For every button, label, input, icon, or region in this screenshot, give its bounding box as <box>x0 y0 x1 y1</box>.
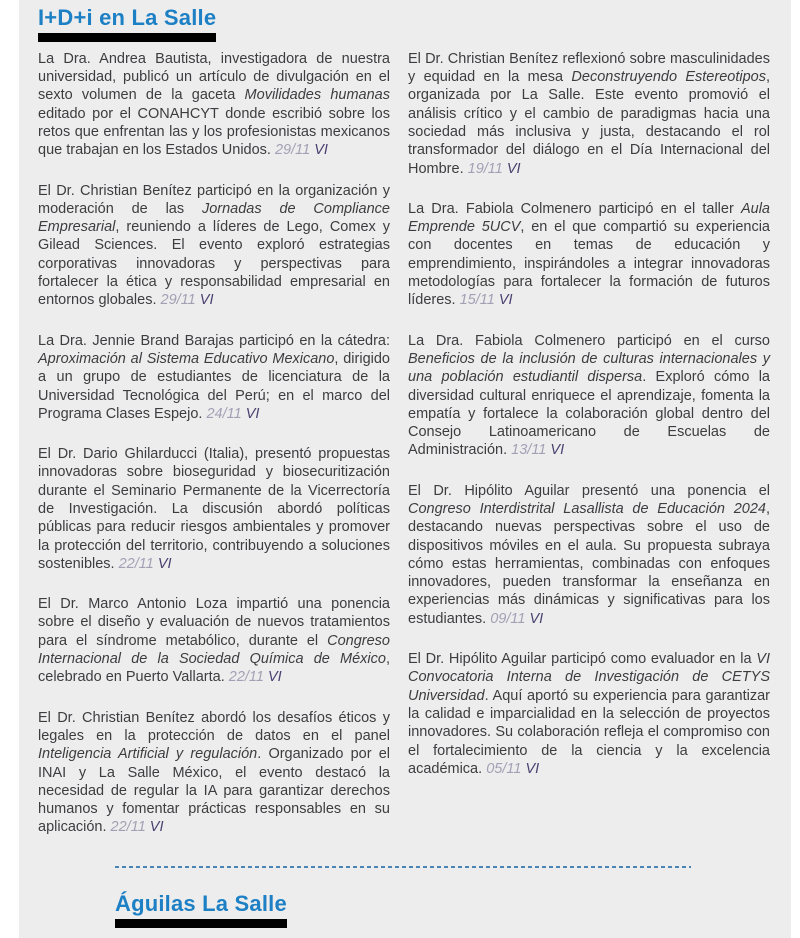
news-item <box>38 50 390 160</box>
news-item <box>38 709 390 837</box>
news-edition-label: VI <box>529 610 544 627</box>
news-date: 22/11 <box>110 819 146 836</box>
title-block-aguilas <box>115 892 287 928</box>
news-event-title: Aproximación al Sistema Educativo Mexicano <box>38 350 335 367</box>
news-text: , organizada por La Salle. Este evento promovió el análisis crítico y el cambio de paradigmas hacia una sociedad más inclusiva y justa, destacando el rol transformador del diálogo en el Día Internacional del Hombre. <box>408 69 770 177</box>
news-text: , dirigido a un grupo de estudiantes de licenciatura de la Universidad Tecnológica del Perú; en el marco del Programa Clases Espejo. <box>38 350 390 422</box>
news-date: 22/11 <box>228 669 264 686</box>
news-text: La Dra. Fabiola Colmenero participó en el taller <box>408 200 741 217</box>
news-text: , reuniendo a líderes de Lego, Comex y Gilead Sciences. El evento exploró estrategias corporativas innovadoras y perspectivas para fortalecer la ética y responsabilidad empresarial en entornos globales. <box>38 219 390 309</box>
news-item <box>408 200 770 310</box>
news-date: 24/11 <box>206 405 242 422</box>
section-title-idi: I+D+i en La Salle <box>38 5 217 30</box>
news-event-title: Aula Emprende 5UCV <box>408 200 770 236</box>
news-event-title: Movilidades humanas <box>244 87 390 104</box>
news-text: . Exploró cómo la diversidad cultural enriquece el aprendizaje, fomenta la empatía y fortalece la colaboración global dentro del Consejo Latinoamericano de Escuelas de Administración. <box>408 369 770 459</box>
news-text: , destacando nuevas perspectivas sobre el uso de dispositivos móviles en el aula. Su propuesta subraya cómo estas herramientas, combinadas con enfoques innovadores, pueden transformar la enseñanza en experiencias más dinámicas y significativas para los estudiantes. <box>408 500 770 627</box>
news-text: , en el que compartió su experiencia con docentes en temas de educación y emprendimiento, inspirándoles a integrar innovadoras metodologías para fortalecer la formación de futuros líderes. <box>408 219 770 309</box>
news-item <box>408 332 770 460</box>
news-item <box>38 182 390 310</box>
news-event-title: Inteligencia Artificial y regulación <box>38 746 258 763</box>
news-columns <box>19 42 791 859</box>
dashed-separator <box>115 866 691 868</box>
news-text: El Dr. Christian Benítez participó en la organización y moderación de las <box>38 182 390 217</box>
news-date: 29/11 <box>274 142 311 159</box>
right-column <box>408 50 770 859</box>
news-edition-label: VI <box>550 442 565 459</box>
news-item <box>408 650 770 778</box>
newsletter-page-panel <box>19 0 791 938</box>
news-text: , celebrado en Puerto Vallarta. <box>38 651 390 686</box>
section-header-idi <box>19 0 791 42</box>
news-edition-label: VI <box>506 160 521 177</box>
bottom-section <box>19 866 791 928</box>
news-edition-label: VI <box>314 142 328 159</box>
news-edition-label: VI <box>498 292 513 309</box>
title-block-idi <box>38 6 216 42</box>
news-edition-label: VI <box>268 669 282 686</box>
news-event-title: Beneficios de la inclusión de culturas internacionales y una población estudiantil dispersa <box>408 350 770 386</box>
news-text: . Organizado por el INAI y La Salle México, el evento destacó la necesidad de regular la IA para garantizar derechos humanos y fomentar prácticas responsables en su aplicación. <box>38 746 390 836</box>
news-text: . Aquí aportó su experiencia para garantizar la calidad e imparcialidad en la selección de proyectos innovadores. Su colaboración refleja el compromiso con el fortalecimiento de la ciencia y la excelencia académica. <box>408 687 770 777</box>
news-edition-label: VI <box>245 405 260 422</box>
news-date: 05/11 <box>486 760 522 777</box>
news-date: 19/11 <box>467 160 503 177</box>
news-edition-label: VI <box>525 760 540 777</box>
news-edition-label: VI <box>199 292 214 309</box>
title-underline-bar <box>115 919 287 928</box>
news-text: La Dra. Andrea Bautista, investigadora de nuestra universidad, publicó un artículo de divulgación en el sexto volumen de la gaceta <box>38 50 390 104</box>
news-item <box>38 595 390 686</box>
news-item <box>408 482 770 628</box>
title-underline-bar <box>38 33 216 42</box>
news-event-title: Jornadas de Compliance Empresarial <box>38 200 390 236</box>
news-text: La Dra. Fabiola Colmenero participó en el curso <box>408 332 770 349</box>
news-date: 13/11 <box>511 442 547 459</box>
news-event-title: VI Convocatoria Interna de Investigación de CETYS Universidad <box>408 651 770 704</box>
news-text: El Dr. Christian Benítez reflexionó sobre masculinidades y equidad en la mesa <box>408 50 770 86</box>
news-event-title: Deconstruyendo Estereotipos <box>571 69 766 86</box>
left-column <box>38 50 390 859</box>
news-date: 22/11 <box>118 555 154 572</box>
news-text: La Dra. Jennie Brand Barajas participó en la cátedra: <box>38 332 390 349</box>
news-text: editado por el CONAHCYT donde escribió sobre los retos que enfrentan las y los profesionistas mexicanos que trabajan en los Estados Unidos. <box>38 105 390 159</box>
news-text: El Dr. Christian Benítez abordó los desafíos éticos y legales en la protección de datos en el panel <box>38 709 390 744</box>
news-text: El Dr. Marco Antonio Loza impartió una ponencia sobre el diseño y evaluación de nuevos tratamientos para el síndrome metabólico, durante el <box>38 596 390 649</box>
news-date: 15/11 <box>459 292 495 309</box>
news-event-title: Congreso Interdistrital Lasallista de Educación 2024 <box>408 500 766 517</box>
news-item <box>38 445 390 573</box>
news-edition-label: VI <box>149 819 164 836</box>
news-text: El Dr. Hipólito Aguilar participó como evaluador en la <box>408 651 757 668</box>
news-item <box>38 332 390 423</box>
news-edition-label: VI <box>157 555 172 572</box>
news-text: El Dr. Hipólito Aguilar presentó una ponencia el <box>408 482 770 499</box>
news-event-title: Congreso Internacional de la Sociedad Química de México <box>38 632 390 668</box>
news-item <box>408 50 770 178</box>
news-date: 29/11 <box>160 292 196 309</box>
news-text: El Dr. Dario Ghilarducci (Italia), presentó propuestas innovadoras sobre bioseguridad y biosecuritización durante el Seminario Permanente de la Vicerrectoría de Investigación. La discusión abordó políticas públicas para reducir riesgos ambientales y promover la protección del territorio, contribuyendo a soluciones sostenibles. <box>38 446 390 572</box>
section-title-aguilas: Águilas La Salle <box>115 891 287 916</box>
news-date: 09/11 <box>490 610 526 627</box>
